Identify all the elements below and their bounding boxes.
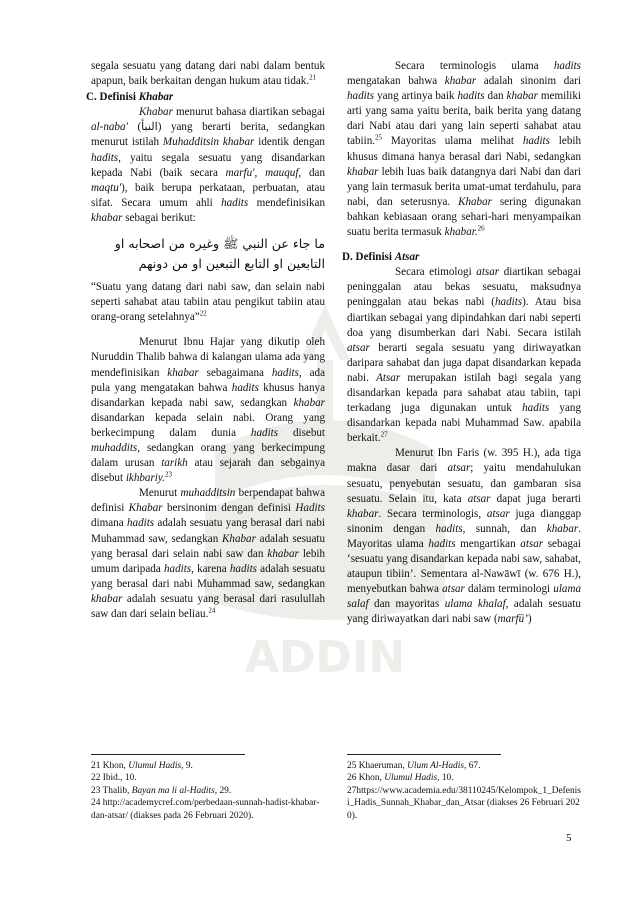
- footnote-link[interactable]: 27https://www.academia.edu/38110245/Kelompok_1_Defenisi_Hadis_Sunnah_Khabar_dan_Atsar (diakses 26 Februari 2020).: [347, 785, 581, 821]
- left-column: [86, 59, 326, 622]
- arabic-definition: ما جاء عن النبي ﷺ وغيره من اصحابه او التابعين او التابع التبعين او من دونهم: [114, 236, 325, 272]
- footnote-ref[interactable]: 25: [375, 133, 383, 142]
- section-heading-d: D. Definisi Atsar: [342, 251, 420, 264]
- footnote-ref[interactable]: 26: [477, 224, 485, 233]
- paragraph: Secara etimologi atsar diartikan sebagai peninggalan atau bekas sesuatu, maksudnya peninggalan atau bekas nabi (hadits). Atau bisa diartikan sebagai yang dipindahkan dari nabi seperti doa yang disumberkan dari Nabi. Secara istilah atsar berarti segala sesuatu yang diriwayatkan daripara sahabat dan juga dapat disandarkan kepada nabi. Atsar merupakan istilah bagi segala yang disandarkan kepada para sahabat atau tabiin, tapi terkadang juga digunakan untuk hadits yang disandarkan kepada nabi Muhammad Saw. apabila berkait.$^{27}$: [347, 266, 581, 445]
- footnote-ref[interactable]: 27: [380, 430, 388, 439]
- paragraph: Menurut Ibnu Hajar yang dikutip oleh Nuruddin Thalib bahwa di kalangan ulama ada yang mendefinisikan khabar sebagaimana hadits, ada pula yang mengatakan bahwa hadits khusus hanya disandarkan kepada nabi saw, sedangkan khabar disandarkan kepada selain nabi. Orang yang berkecimpung dalam dunia hadits disebut muhaddits, sedangkan orang yang berkecimpung dalam urusan tarikh atau sejarah dan sebgainya disebut ikhbariy.$^{23}$: [91, 336, 325, 485]
- paragraph: Menurut Ibn Faris (w. 395 H.), ada tiga makna dasar dari atsar; yaitu mendahulukan sesuatu, penyebutan sesuatu, dan gambaran sisa sesuatu. Selain itu, kata atsar dapat juga berarti khabar. Secara terminologis, atsar juga dianggap sinonim dengan hadits, sunnah, dan khabar. Mayoritas ulama hadits mengartikan atsar sebagai ‘sesuatu yang disandarkan kepada nabi saw, sahabat, ataupun tibiin’. Sementara al-Nawāwī (w. 676 H.), menyebutkan bahwa atsar dalam terminologi ulama salaf dan mayoritas ulama khalaf, adalah sesuatu yang diriwayatkan dari nabi saw (marfū’): [347, 447, 582, 626]
- footnote-ref[interactable]: 22: [199, 309, 207, 318]
- footnote-item: 26 Khon, Ulumul Hadis, 10.: [347, 773, 454, 784]
- footnote-item: 21 Khon, Ulumul Hadis, 9.: [91, 761, 193, 771]
- footnote-item: 22 Ibid., 10.: [91, 773, 137, 784]
- footnote-ref[interactable]: 21: [309, 73, 317, 82]
- translation-quote: “Suatu yang datang dari nabi saw, dan selain nabi seperti sahabat atau tabiin atau pengikut tabiin atau orang-orang setelahnya”$^{22}$: [91, 281, 325, 324]
- right-column: [342, 59, 582, 627]
- footnote-item: 23 Thalib, Bayan ma li al-Hadits, 29.: [91, 785, 232, 796]
- footnote-divider: [91, 754, 245, 755]
- footnotes-left: [91, 760, 325, 822]
- page-number: 5: [566, 832, 572, 844]
- paragraph: Secara terminologis ulama hadits mengatakan bahwa khabar adalah sinonim dari hadits yang artinya baik hadits dan khabar memiliki arti yang sama yaitu berita, baik berita yang datang dari Nabi atau dari yang lain seperti sahabat atau tabiin.$^{25}$ Mayoritas ulama melihat hadits lebih khusus dimana hanya berasal dari Nabi, sedangkan khabar lebih luas baik datangnya dari Nabi dan dari yang lain termasuk berita umat-umat terdahulu, para nabi, dan seterusnya. Khabar sering digunakan bahkan kebiasaan orang sehari-hari menyampaikan suatu berita termasuk khabar.$^{26}$: [347, 60, 582, 239]
- paragraph: Menurut muhadditsin berpendapat bahwa definisi Khabar bersinonim dengan definisi Hadits dimana hadits adalah sesuatu yang berasal dari nabi Muhammad saw, sedangkan Khabar adalah sesuatu yang berasal dari selain nabi saw dan khabar lebih umum daripada hadits, karena hadits adalah sesuatu yang berasal dari nabi Muhammad saw, sedangkan khabar adalah sesuatu yang berasal dari rasulullah saw dan dari selain beliau.$^{24}$: [91, 487, 326, 620]
- paragraph: segala sesuatu yang datang dari nabi dalam bentuk apapun, baik berkaitan dengan hukum atau tidak.$^{21}$: [91, 60, 325, 88]
- footnote-divider: [347, 754, 501, 755]
- footnote-item: 25 Khaeruman, Ulum Al-Hadis, 67.: [347, 761, 481, 771]
- watermark-text: ADDIN: [244, 632, 406, 683]
- footnote-ref[interactable]: 23: [164, 470, 172, 479]
- section-heading-c: C. Definisi Khabar: [86, 91, 174, 104]
- footnotes-right: [347, 760, 581, 822]
- footnote-ref[interactable]: 24: [208, 606, 216, 615]
- footnote-link[interactable]: 24 http://academycref.com/perbedaan-sunnah-hadist-khabar-dan-atsar/ (diakses pada 26 Februari 2020).: [91, 798, 320, 821]
- paragraph: Khabar menurut bahasa diartikan sebagai al-naba' (النبأ) yang berarti berita, sedangkan menurut istilah Muhadditsin khabar identik dengan hadits, yaitu segala sesuatu yang disandarkan kepada Nabi (baik secara marfu', mauquf, dan maqtu'), baik berupa perkataan, perbuatan, atau sifat. Secara umum ahli hadits mendefinisikan khabar sebagai berikut:: [91, 106, 326, 224]
